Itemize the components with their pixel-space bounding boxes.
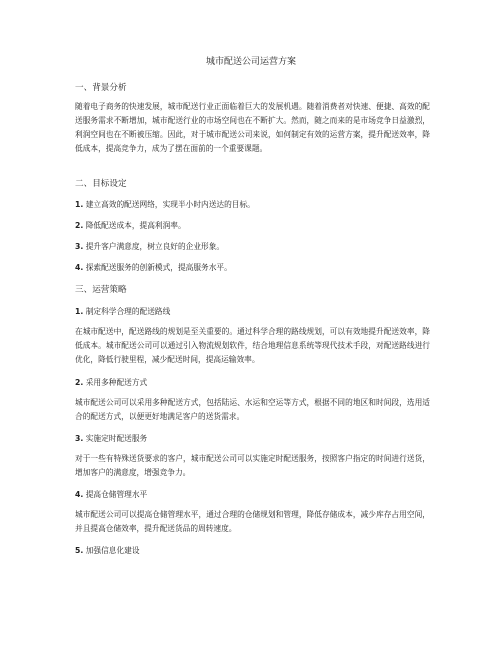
goal-text: 降低配送成本，提高利润率。 [85, 221, 186, 230]
strategy-title-text: 提高仓储管理水平 [85, 490, 148, 499]
strategy-number: 1. [75, 307, 84, 316]
strategy-title [75, 377, 147, 388]
goal-item [75, 241, 224, 252]
goal-item [75, 199, 255, 210]
strategy-number: 5. [75, 546, 84, 555]
strategy-title-text: 制定科学合理的配送路线 [85, 307, 171, 316]
strategy-title-text: 加强信息化建设 [85, 546, 140, 555]
background-paragraph: 随着电子商务的快速发展，城市配送行业正面临着巨大的发展机遇。随着消费者对快速、便捷、高效的配送服务需求不断增加，城市配送行业的市场空间也在不断扩大。然而，随之而来的是市场竞争日益激烈，利润空间也在不断被压缩。因此，对于城市配送公司来说，如何制定有效的运营方案，提升配送效率，降低成本，提高竞争力，成为了摆在面前的一个重要课题。 [75, 102, 430, 153]
strategy-number: 4. [75, 490, 84, 499]
section-heading-strategy: 三、运营策略 [75, 285, 127, 295]
goal-number: 4. [75, 263, 84, 272]
strategy-title [75, 545, 140, 556]
document-title: 城市配送公司运营方案 [205, 57, 296, 67]
strategy-title [75, 433, 147, 444]
strategy-paragraph: 在城市配送中，配送路线的规划是至关重要的。通过科学合理的路线规划，可以有效地提升配送效率，降低成本。城市配送公司可以通过引入物流规划软件，结合地理信息系统等现代技术手段，对配送路线进行优化，降低行驶里程，减少配送时间，提高运输效率。 [75, 327, 430, 364]
strategy-paragraph: 对于一些有特殊送货要求的客户，城市配送公司可以实施定时配送服务，按照客户指定的时间进行送货，增加客户的满意度，增强竞争力。 [75, 454, 430, 477]
goal-item [75, 220, 186, 231]
strategy-number: 2. [75, 378, 84, 387]
strategy-title-text: 实施定时配送服务 [85, 434, 148, 443]
strategy-paragraph: 城市配送公司可以提高仓储管理水平，通过合理的仓储规划和管理，降低存储成本，减少库存占用空间，并且提高仓储效率，提升配送货品的周转速度。 [75, 510, 430, 533]
goal-number: 3. [75, 242, 84, 251]
section-heading-background: 一、背景分析 [75, 83, 127, 93]
strategy-number: 3. [75, 434, 84, 443]
goal-text: 探索配送服务的创新模式，提高服务水平。 [85, 263, 232, 272]
strategy-title [75, 306, 170, 317]
strategy-paragraph: 城市配送公司可以采用多种配送方式，包括陆运、水运和空运等方式，根据不同的地区和时间段，选用适合的配送方式，以便更好地满足客户的送货需求。 [75, 398, 430, 421]
strategy-title-text: 采用多种配送方式 [85, 378, 148, 387]
section-heading-goals: 二、目标设定 [75, 179, 127, 189]
goal-number: 1. [75, 200, 84, 209]
strategy-title [75, 489, 147, 500]
goal-number: 2. [75, 221, 84, 230]
goal-text: 建立高效的配送网络，实现半小时内送达的目标。 [85, 200, 255, 209]
goal-text: 提升客户满意度，树立良好的企业形象。 [85, 242, 225, 251]
goal-item [75, 262, 232, 273]
